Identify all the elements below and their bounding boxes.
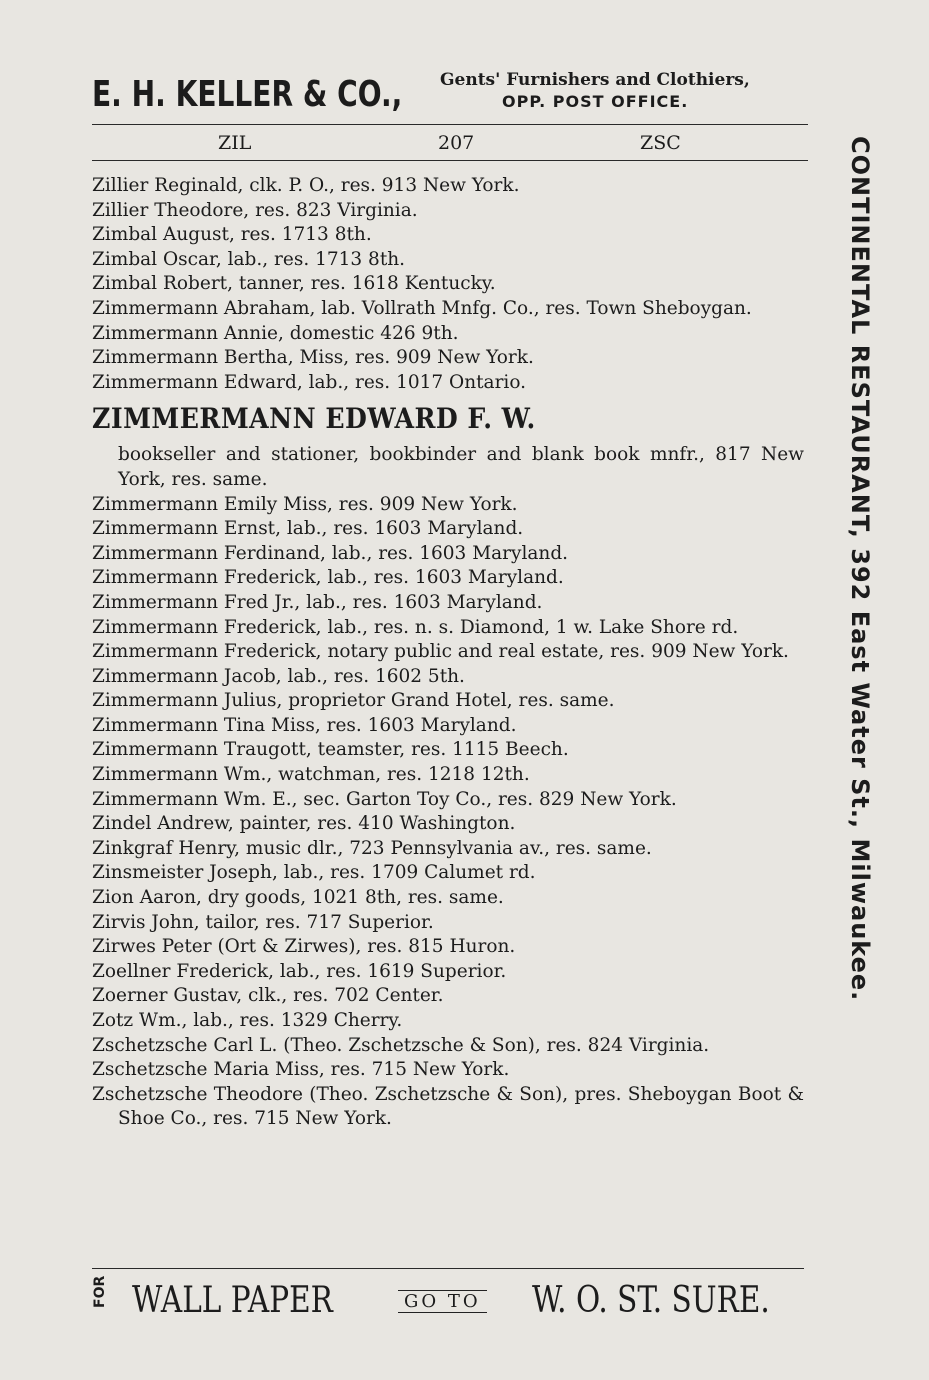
directory-entry: Zindel Andrew, painter, res. 410 Washington. (92, 813, 516, 835)
directory-entry: Zimbal Robert, tanner, res. 1618 Kentucky. (92, 273, 496, 295)
directory-entry: Zimmermann Frederick, lab., res. 1603 Maryland. (92, 567, 564, 589)
footer-for-label: FOR (92, 1275, 108, 1308)
directory-entry: Zimmermann Frederick, lab., res. n. s. Diamond, 1 w. Lake Shore rd. (92, 616, 739, 638)
featured-entry-description: bookseller and stationer, bookbinder and blank book mnfr., 817 New York, res. same. (118, 444, 804, 490)
directory-entry: Zillier Reginald, clk. P. O., res. 913 New York. (92, 175, 520, 196)
directory-entry: Zimmermann Emily Miss, res. 909 New York. (92, 493, 518, 515)
directory-entry: Zoerner Gustav, clk., res. 702 Center. (92, 985, 444, 1007)
header-bottom-rule (92, 160, 808, 161)
directory-entry: Zschetzsche Carl L. (Theo. Zschetzsche & Son), res. 824 Virginia. (92, 1034, 710, 1056)
footer-product: WALL PAPER (132, 1280, 333, 1321)
directory-entry: Zion Aaron, dry goods, 1021 8th, res. same. (92, 887, 504, 909)
directory-entry: Zirvis John, tailor, res. 717 Superior. (92, 911, 434, 933)
footer-rule (92, 1268, 804, 1269)
directory-entry: Zimmermann Frederick, notary public and real estate, res. 909 New York. (92, 641, 789, 663)
directory-entry: Zinkgraf Henry, music dlr., 723 Pennsylvania av., res. same. (92, 837, 652, 859)
directory-entry: Zimmermann Annie, domestic 426 9th. (92, 322, 459, 344)
header-advertisement (92, 66, 812, 122)
directory-entry: Zillier Theodore, res. 823 Virginia. (92, 199, 418, 221)
footer-go-to: GO TO (398, 1290, 487, 1313)
directory-entry: Zirwes Peter (Ort & Zirwes), res. 815 Huron. (92, 936, 516, 958)
directory-entry: Zotz Wm., lab., res. 1329 Cherry. (92, 1010, 403, 1031)
directory-entry: Zoellner Frederick, lab., res. 1619 Superior. (92, 960, 507, 982)
advertiser-tagline: Gents' Furnishers and Clothiers, (440, 70, 750, 90)
directory-entry: Zinsmeister Joseph, lab., res. 1709 Calumet rd. (92, 862, 536, 884)
header-top-rule (92, 124, 808, 125)
directory-entry: Zimmermann Fred Jr., lab., res. 1603 Maryland. (92, 591, 543, 613)
directory-entry: Zimbal Oscar, lab., res. 1713 8th. (92, 248, 406, 270)
directory-entry: Zimmermann Wm., watchman, res. 1218 12th. (92, 764, 530, 786)
advertiser-location: OPP. POST OFFICE. (502, 92, 689, 111)
directory-entry: Zimbal August, res. 1713 8th. (92, 224, 372, 246)
directory-entry: Zimmermann Bertha, Miss, res. 909 New York. (92, 347, 534, 369)
directory-entry: Zimmermann Traugott, teamster, res. 1115 Beech. (92, 739, 569, 761)
directory-entry: Zimmermann Julius, proprietor Grand Hotel, res. same. (92, 690, 615, 712)
directory-entry: Zimmermann Jacob, lab., res. 1602 5th. (92, 665, 465, 687)
advertiser-name: E. H. KELLER & CO., (92, 74, 403, 115)
directory-entries (92, 174, 804, 1132)
footer-advertisement (92, 1276, 804, 1336)
directory-entry: Zimmermann Edward, lab., res. 1017 Ontario. (92, 371, 527, 393)
directory-entry: Zimmermann Tina Miss, res. 1603 Maryland. (92, 714, 517, 736)
running-head-right: ZSC (640, 132, 681, 154)
footer-store-name: W. O. ST. SURE. (532, 1280, 770, 1321)
directory-entry: Zimmermann Abraham, lab. Vollrath Mnfg. Co., res. Town Sheboygan. (92, 297, 752, 319)
directory-entry: Zimmermann Ferdinand, lab., res. 1603 Maryland. (92, 542, 569, 564)
featured-entry-name: ZIMMERMANN EDWARD F. W. (92, 402, 536, 436)
directory-entry: Zschetzsche Theodore (Theo. Zschetzsche & Son), pres. Sheboygan Boot & Shoe Co., res. 715 New York. (92, 1083, 804, 1130)
directory-entry: Zschetzsche Maria Miss, res. 715 New York. (92, 1059, 510, 1081)
directory-entry: Zimmermann Ernst, lab., res. 1603 Maryland. (92, 518, 524, 540)
running-head-left: ZIL (218, 132, 252, 154)
page-number: 207 (438, 132, 475, 154)
directory-entry: Zimmermann Wm. E., sec. Garton Toy Co., res. 829 New York. (92, 788, 677, 810)
side-advertisement: CONTINENTAL RESTAURANT, 392 East Water St., Milwaukee. (846, 136, 874, 1002)
